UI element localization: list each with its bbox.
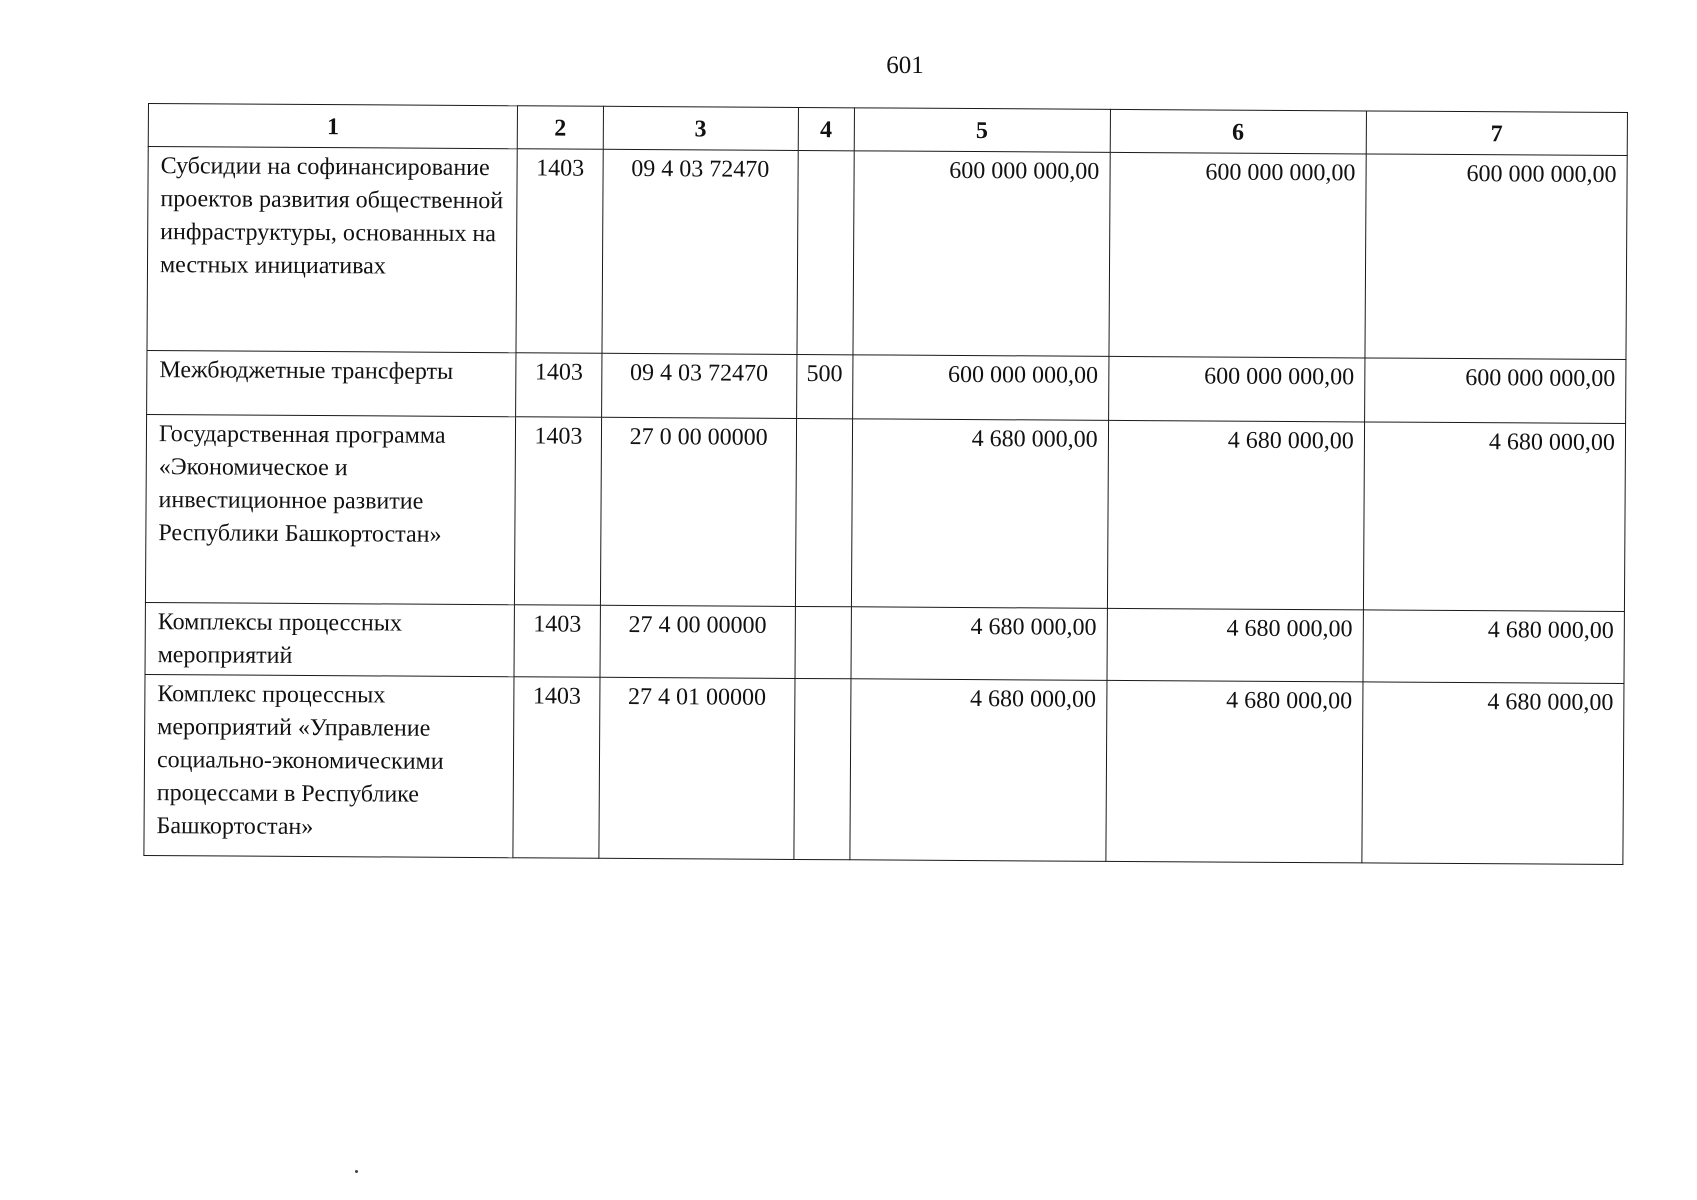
- amount-col-5-cell: 600 000 000,00: [853, 151, 1110, 357]
- amount-col-7-cell: 600 000 000,00: [1365, 154, 1627, 360]
- section-code-cell: 1403: [513, 677, 599, 859]
- column-header-2: 2: [518, 106, 603, 150]
- amount-col-6-cell: 4 680 000,00: [1107, 420, 1364, 610]
- table-row: [145, 414, 1625, 611]
- target-code-cell: 09 4 03 72470: [601, 149, 798, 354]
- column-header-5: 5: [854, 108, 1110, 153]
- amount-col-7-cell: 4 680 000,00: [1363, 610, 1625, 684]
- amount-col-5-cell: 4 680 000,00: [849, 679, 1106, 862]
- expense-kind-cell: [795, 418, 852, 606]
- row-name-cell: Межбюджетные трансферты: [147, 350, 517, 416]
- table-row: [144, 674, 1624, 864]
- target-code-cell: 27 4 00 00000: [600, 605, 796, 678]
- column-header-3: 3: [603, 106, 799, 150]
- page-number: 601: [886, 52, 924, 79]
- scan-speck: [355, 1170, 358, 1173]
- row-name-cell: Государственная программа «Экономическое и инвестиционное развитие Республики Башкортостан»: [145, 414, 516, 604]
- table-body: [144, 147, 1627, 865]
- row-name-cell: Субсидии на софинансирование проектов развития общественной инфраструктуры, основанных на местных инициативах: [147, 147, 518, 353]
- expense-kind-cell: [794, 678, 851, 859]
- column-header-7: 7: [1366, 111, 1627, 156]
- column-header-6: 6: [1110, 109, 1366, 154]
- expense-kind-cell: 500: [796, 354, 852, 418]
- amount-col-7-cell: 4 680 000,00: [1362, 682, 1624, 865]
- table-row: [147, 147, 1627, 360]
- table-row: [145, 602, 1624, 683]
- row-name-cell: Комплексы процессных мероприятий: [145, 602, 515, 676]
- target-code-cell: 27 0 00 00000: [600, 417, 797, 606]
- row-name-cell: Комплекс процессных мероприятий «Управление социально-экономическими процессами в Республике Башкортостан»: [144, 674, 515, 857]
- section-code-cell: 1403: [515, 417, 601, 606]
- target-code-cell: 09 4 03 72470: [601, 353, 797, 418]
- amount-col-5-cell: 4 680 000,00: [851, 419, 1108, 609]
- table-row: [147, 350, 1626, 423]
- amount-col-7-cell: 4 680 000,00: [1363, 422, 1625, 612]
- section-code-cell: 1403: [516, 149, 602, 354]
- expense-kind-cell: [795, 606, 851, 678]
- column-header-4: 4: [798, 107, 854, 150]
- amount-col-6-cell: 4 680 000,00: [1107, 608, 1364, 682]
- amount-col-7-cell: 600 000 000,00: [1364, 358, 1626, 424]
- amount-col-6-cell: 600 000 000,00: [1108, 356, 1364, 422]
- amount-col-5-cell: 4 680 000,00: [851, 607, 1108, 681]
- expense-kind-cell: [797, 150, 854, 354]
- budget-table: [143, 103, 1628, 865]
- amount-col-6-cell: 600 000 000,00: [1109, 152, 1366, 358]
- column-header-1: 1: [148, 104, 518, 149]
- section-code-cell: 1403: [516, 353, 601, 418]
- amount-col-6-cell: 4 680 000,00: [1106, 680, 1363, 863]
- target-code-cell: 27 4 01 00000: [598, 677, 794, 859]
- amount-col-5-cell: 600 000 000,00: [852, 355, 1108, 421]
- section-code-cell: 1403: [514, 605, 599, 678]
